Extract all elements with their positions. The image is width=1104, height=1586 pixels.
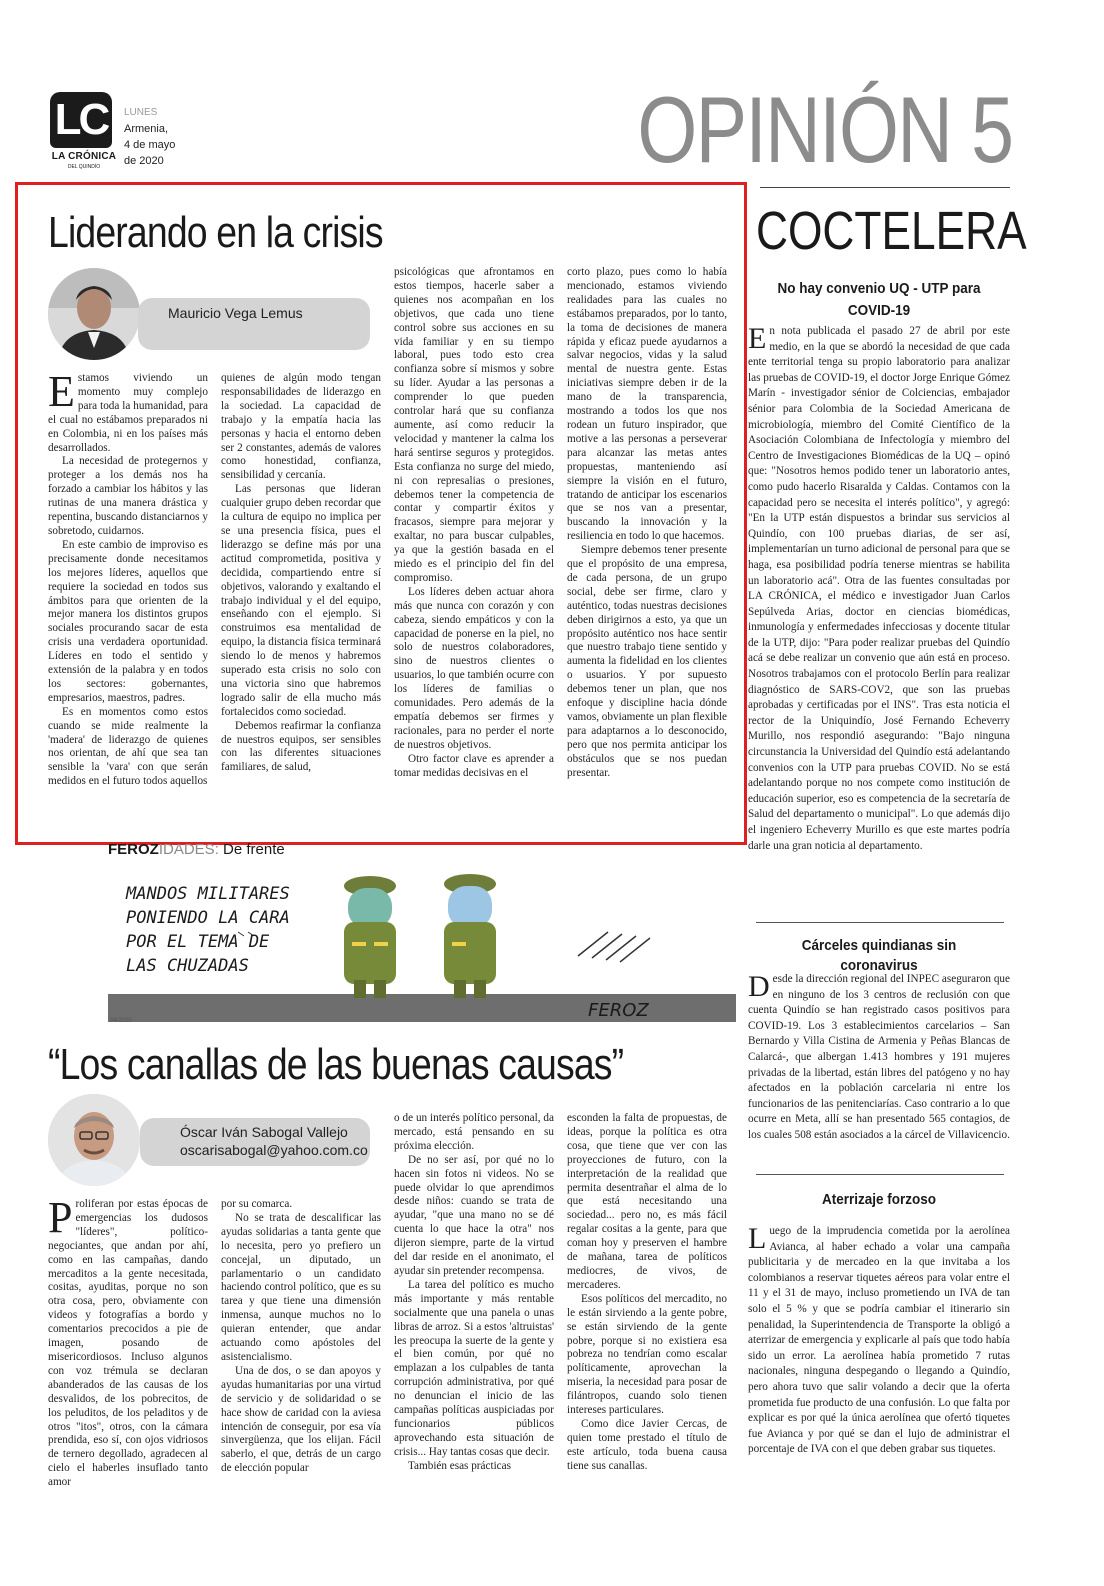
coctelera-item-1-heading: No hay convenio UQ - UTP para COVID-19 — [777, 280, 981, 319]
paragraph: Siempre debemos tener presente que el propósito de una empresa, de cada persona, de un grupo social, debe ser firme, claro y auténtico, todas nuestras decisiones deben dirigirnos a esto, ya que un propósito auténtico nos hace sentir que nuestro trabajo tiene sentido y aumenta la fidelidad en los clientes o usuarios. Y por supuesto debemos tener un plan, que nos enfoque y discipline hacia dónde vamos, obviamente un plan flexible para adaptarnos a lo desconocido, pero que nos permita anticipar los obstáculos que se nos puedan presentar. — [567, 544, 727, 779]
paragraph: Como dice Javier Cercas, de quien tome prestado el título de este artículo, toda buena causa tiene sus canallas. — [567, 1417, 727, 1472]
coctelera-item-1-text — [748, 324, 1010, 908]
cartoon-date: 04/2020 — [110, 1018, 132, 1024]
weekday: LUNES — [124, 107, 158, 118]
paragraph: Los líderes deben actuar ahora más que nunca con corazón y con cabeza, siendo empáticos y con la capacidad de ponerse en la piel, no solo de nuestros colaboradores, sino de nuestros clientes o usuarios, lo que también ocurre con los líderes de familias o comunidades. Pero además de la empatía debemos ser firmes y racionales, para no perder el norte de nuestros objetivos. — [394, 585, 554, 751]
coctelera-item-3-heading: Aterrizaje forzoso — [821, 1191, 937, 1208]
author-2-name: Óscar Iván Sabogal Vallejo — [180, 1124, 348, 1140]
coctelera-item-3-text — [748, 1224, 1010, 1494]
cartoon-signature: FEROZ — [588, 1000, 649, 1021]
paragraph: La necesidad de protegernos y proteger a los demás nos ha forzado a cambiar los hábitos y las rutinas de una manera drástica y repentina, buscando distanciarnos y sobretodo, cuidarnos. — [48, 455, 208, 537]
coctelera-title: COCTELERA — [756, 201, 1027, 261]
drop-cap: E — [48, 372, 75, 416]
paragraph: Es en momentos como estos cuando se mide realmente la 'madera' de liderazgo de quienes nos orientan, de ahí que sea tan sensible la 'vara' con que serán medidos en el futuro todos aquellos — [48, 705, 208, 788]
paragraph: o de un interés político personal, da mercado, está pensando en su próxima elección. — [394, 1112, 554, 1152]
article-2-column-3 — [394, 1112, 554, 1504]
article-1-title: Liderando en la crisis — [48, 208, 383, 257]
date-block — [124, 105, 175, 169]
paragraph: Estamos viviendo un momento muy complejo para toda la humanidad, para el cual no estábamos preparados ni en Colombia, ni en los países más desarrollados. — [48, 372, 208, 454]
highlight-box — [15, 182, 747, 845]
section-title: OPINIÓN 5 — [636, 77, 1012, 182]
paragraph: esconden la falta de propuestas, de ideas, porque la política es otra cosa, que tiene que ver con las proyecciones de futuro, con la interpretación de la realidad que permita desentrañar el alma de lo que está necesitando una sociedad... pero no, es más fácil regalar cositas a la gente, para que coman hoy y preserven el hambre de mañana, tarea de políticos mediocres, de vivos, de mercaderes. — [567, 1112, 727, 1291]
cartoon-label: FEROZIDADES: De frente — [108, 841, 285, 858]
cartoon-caption — [126, 882, 290, 978]
date-line-1: 4 de mayo — [124, 139, 176, 151]
paragraph: También esas prácticas — [408, 1459, 511, 1472]
paragraph: De no ser así, por qué no lo hacen sin fotos ni videos. No se puede olvidar lo que aprendimos desde niños: cuando se trata de ayudar, "que una mano no se dé cuenta lo que hace la otra" nos dijeron siempre, parte de la virtud del dar reside en el anonimato, el ayudar sin pretender recompensa. — [394, 1153, 554, 1277]
author-2-email[interactable]: oscarisabogal@yahoo.com.co — [180, 1142, 368, 1158]
cartoon-caption-line: POR EL TEMA DE — [126, 932, 270, 952]
paragraph: Una de dos, o se dan apoyos y ayudas humanitarias por una virtud de servicio y de solidaridad o se hace show de caridad con la aviesa intención de conseguir, por esa vía sinvergüenza, que los elijan. Fácil saberlo, el que, detrás de un cargo de elección popular — [221, 1364, 381, 1475]
paragraph: En nota publicada el pasado 27 de abril por este medio, en la que se abordó la necesidad de que cada ente territorial tenga su propio laboratorio para analizar las pruebas de COVID-19, el doctor Jorge Enrique Gómez Marín - investigador sénior de Colciencias, embajador sénior para Colombia de la Sociedad Americana de microbiología, miembro del Comité Científico de la Asociación Colombiana de Infectología y miembro del Centro de Investigaciones Biomédicas de la UQ – opinó que: "Nosotros hemos podido tener un laboratorio antes, como pudo hacerlo Risaralda y Caldas. Contamos con la capacidad pero se necesita el interés político", y agregó: "En la UTP están dispuestos a brindar sus servicios al Quindío, con 100 pruebas diarias, de ser así, implementarían un turno adicional de personal para que se haga, esa posibilidad podría tenerse mientras se habilita un laboratorio acá". Otra de las fuentes consultadas por LA CRÓNICA, el médico e investigador Juan Carlos Sepúlveda Arias, doctor en ciencias biomédicas, inmunología y enfermedades infecciosas y docente titular de la UTP, dijo: "Para poder realizar pruebas del Quindío acá se debe realizar un convenio que aún está en proceso. Nosotros trabajamos con el protocolo Berlín para realizar diagnóstico de SARS-COV2, que son las pruebas aprobadas y certificadas por el INS". Tras esta noticia el rector de la Uniquindío, José Fernando Echeverry Murillo, nos respondió asegurando: "Bajo ninguna circunstancia la Universidad del Quindío está adelantando convenios con la UTP para pruebas COVID. No se está adelantando porque no nos compete como institución de educación superior, eso es competencia de la secretaría de Salud del departamento o municipal". Lo que además dijo el ingeniero Echeverry Murillo es que este martes podría darle una gran noticia al departamento. — [748, 324, 1010, 852]
drop-cap: L — [748, 1224, 767, 1255]
paragraph: Proliferan por estas épocas de emergencias los dudosos "líderes", político-negociantes, que andan por ahí, como en las campañas, dando mercaditos a la gente necesitada, cositas, ayuditas, porque no son otra cosa, pero, obviamente con videos y fotografías a bordo y comentarios precocidos a pie de imagen, posando de misericordiosos. Incluso algunos con voz trémula se declaran abanderados de las causas de los desvalidos, de los pobrecitos, de los peluditos, de los peladitos y de otros "itos", otros, con la cámara prendida, eso sí, con ojos vidriosos de ternero degollado, agradecen al cielo el haberles insuflado tanto amor — [48, 1198, 208, 1489]
cartoon-caption-line: LAS CHUZADAS — [126, 956, 249, 976]
cartoon-caption-line: MANDOS MILITARES — [126, 884, 290, 904]
paragraph: No se trata de descalificar las ayudas solidarias a tanta gente que lo necesita, pero yo prefiero un concejal, un diputado, un parlamentario o un candidato haciendo control político, que es su tarea y que tiene una dimensión inmensa, aunque muchos no lo quieran entender, que andar actuando como apóstoles del asistencialismo. — [221, 1211, 381, 1363]
date-line-2: de 2020 — [124, 155, 164, 167]
section-rule — [760, 187, 1010, 188]
author-2-photo — [48, 1094, 140, 1186]
paragraph: En este cambio de improviso es precisamente donde necesitamos los mejores líderes, aquellos que requiere la sociedad en todos sus ámbitos para que orienten de la mejor manera los distintos grupos sociales procurando sacar de esta crisis una verdadera oportunidad. Líderes en todo el sentido y extensión de la palabra y en todos los sectores: gobernantes, empresarios, maestros, padres. — [48, 538, 208, 704]
paragraph: Desde la dirección regional del INPEC aseguraron que en ninguno de los 3 centros de reclusión con que cuenta Quindío se han registrado casos positivos para COVID-19. Los 3 establecimientos carcelarios – San Bernardo y Villa Cistina de Armenia y Peñas Blancas de Calarcá-, que albergan 1.413 hombres y 191 mujeres privadas de la libertad, están libres del patógeno y no hay afectados en la población carcelaria ni entre los funcionarios de las penitenciarías. Caso contrario a lo que ocurre en Meta, allí se han presentado 565 contagios, de los cuales 508 están asociados a la cárcel de Villavicencio. — [748, 972, 1010, 1141]
logo-name: LA CRÓNICA — [51, 151, 117, 162]
article-2-title: “Los canallas de las buenas causas” — [48, 1040, 624, 1089]
article-2-column-2 — [221, 1198, 381, 1504]
author-2-block — [140, 1118, 370, 1166]
city: Armenia, — [124, 123, 169, 135]
paragraph: Las personas que lideran cualquier grupo deben recordar que la cultura de equipo no implica per se una presencia física, pues el liderazgo se define más por una actitud comprometida, positiva y decidida, compartiendo entre sí objetivos, valorando y exaltando el trabajo individual y el del equipo, enseñando con el ejemplo. Si construimos esa mentalidad de equipo, la distancia física terminará siendo lo de menos y habremos superado esta crisis no solo con una victoria sino que habremos logrado salir de ella mucho más fortalecidos como sociedad. — [221, 483, 381, 718]
coctelera-item-2-text — [748, 972, 1010, 1164]
paragraph: Luego de la imprudencia cometida por la aerolínea Avianca, al haber echado a volar una campaña publicitaria y de mercadeo en la que invitaba a los colombianos a reservar tiquetes aéreos para volar entre el 11 y el 31 de mayo, incluso prometiendo un IVA de tan solo el 5 % y que se podría cambiar el itinerario sin penalidad, la Superintendencia de Transporte la obligó a aterrizar de emergencia y explicarle al país que todo había sido un error. La aerolínea había prometido 7 rutas nacionales, ninguna despegando o llegando a Quindío, pero ahora tuvo que salir volando a decir que la oferta prometida fue producto de una confusión. Lo que falta por explicar es por qué la única aerolínea que ofertó tiquetes fue Avianca y por qué se dan el lujo de administrar el porcentaje de IVA con el que deben grabar sus tiquetes. — [748, 1224, 1010, 1456]
paragraph: por su comarca. — [221, 1198, 293, 1210]
paragraph: Esos políticos del mercadito, no le están sirviendo a la gente pobre, se están sirviendo de la gente pobre, porque si no existiera esa pobreza no tendrían como escalar políticamente, aprovechan la miseria, la necesidad para posar de filántropos, cuando solo tienen intereses particulares. — [567, 1292, 727, 1417]
divider — [756, 1174, 1004, 1175]
coctelera-item-2-heading: Cárceles quindianas sin coronavirus — [801, 937, 957, 974]
drop-cap: P — [48, 1198, 73, 1242]
logo-sub: DEL QUINDÍO — [67, 164, 101, 170]
paragraph: quienes de algún modo tengan responsabilidades de liderazgo en la sociedad. La capacidad de trabajo y la empatía hacia las personas y hacia el entorno deben ser 2 constantes, además de valores como honestidad, confianza, sensibilidad y cercanía. — [221, 372, 381, 482]
paragraph: La tarea del político es mucho más importante y más rentable socialmente que una panela o unas libras de arroz. Si a estos 'altruistas' les preocupa la suerte de la gente y el bien común, por qué no emplazan a los culpables de tanta corrupción administrativa, por qué no denuncian el inicio de las campañas políticas auspiciadas por funcionarios públicos aprovechando esta situación de crisis... Hay tantas cosas que decir. — [394, 1278, 554, 1458]
author-photo-icon — [48, 1094, 140, 1186]
article-2-column-4 — [567, 1112, 727, 1504]
drop-cap: E — [748, 324, 767, 355]
paragraph: psicológicas que afrontamos en estos tiempos, hacerle saber a quienes nos acompañan en los objetivos, que cada uno tiene control sobre sus acciones en su vida familiar y en su tiempo laboral, pues todo esto crea confianza sobre sí mismos y sobre su líder. Ayudar a las personas a comprender lo que pueden controlar hará que su confianza aumente, así como reducir la velocidad y mantener la calma los hará sentirse seguros y protegidos. Esta confianza no surge del miedo, ni con represalias o presiones, debemos tener la competencia de contar y compartir éxitos y fracasos, siempre para mejorar y exaltar, no para buscar culpables, ya que la gestión basada en el miedo es el principio del fin del compromiso. — [394, 266, 554, 584]
paragraph: Debemos reafirmar la confianza de nuestros equipos, ser sensibles con las diferentes situaciones familiares, de salud, — [221, 719, 381, 774]
logo-text: LC — [54, 95, 108, 144]
article-2-column-1 — [48, 1198, 208, 1504]
divider — [756, 922, 1004, 923]
paragraph: Otro factor clave es aprender a tomar medidas decisivas en el — [394, 752, 554, 779]
paragraph: corto plazo, pues como lo había mencionado, estamos viviendo realidades para las cuales no estábamos preparados, por lo tanto, la toma de decisiones de manera rápida y eficaz puede ayudarnos a salvar negocios, vidas y la salud mental de nuestra gente. Estas iniciativas siempre deben ir de la mano de la transparencia, mostrando a todos los que nos rodean un futuro inspirador, que motive a las personas a perseverar para alcanzar las metas antes propuestas, manteniendo así siempre la visión en el futuro, tratando de anticipar los escenarios que se nos van a presentar, buscando la innovación y la resiliencia en todo lo que hacemos. — [567, 266, 727, 543]
drop-cap: D — [748, 972, 770, 1003]
cartoon-caption-line: PONIENDO LA CARA — [126, 908, 290, 928]
author-1-name: Mauricio Vega Lemus — [138, 298, 370, 350]
newspaper-logo — [50, 92, 112, 148]
